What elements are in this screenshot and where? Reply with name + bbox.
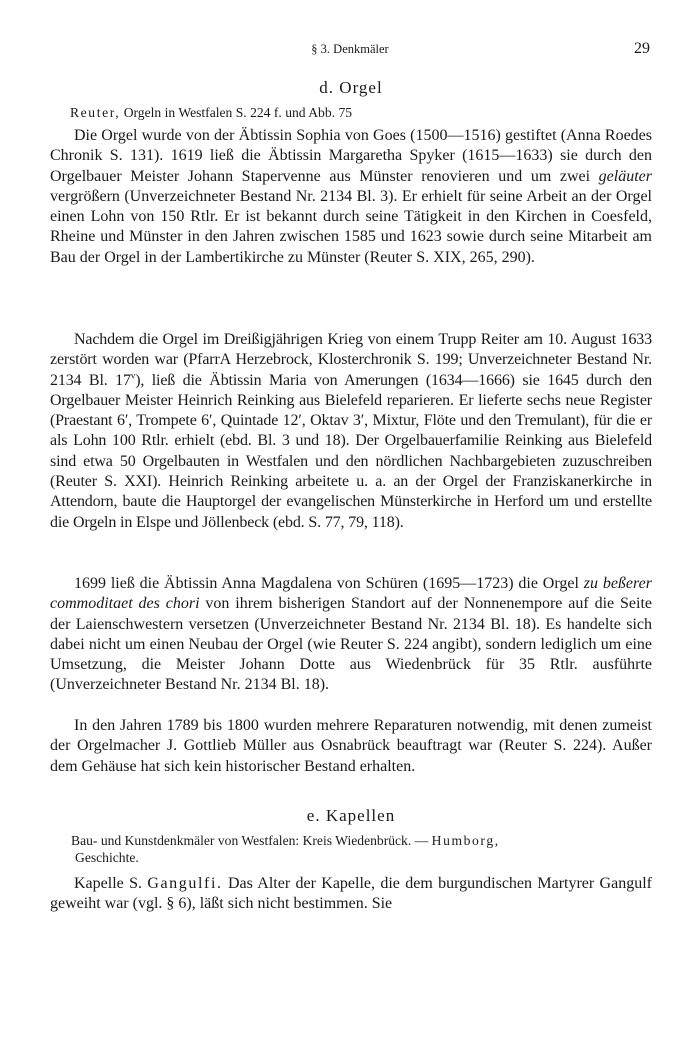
- quoted-term: geläuter: [598, 167, 652, 185]
- chapels-paragraph-1: [50, 874, 652, 915]
- text-run: In den Jahren 1789 bis 1800 wurden mehrere Reparaturen notwendig, mit denen zumeist der Orgelmacher J. Gottlieb Müller aus Osnabrück beauftragt war (Reuter S. 224). Außer dem Gehäuse hat sich kein historischer Bestand erhalten.: [50, 717, 652, 775]
- text-run: Die Orgel wurde von der Äbtissin Sophia von Goes (1500—1516) gestiftet (Anna Roedes Chronik S. 131). 1619 ließ die Äbtissin Margaretha Spyker (1615—1633) sie durch den Orgelbauer Meister Johann Stapervenne aus Münster renovieren und um zwei: [50, 127, 652, 185]
- organ-paragraph-3: [50, 574, 652, 696]
- literature-author: Reuter,: [70, 105, 121, 120]
- text-run: von ihrem bisherigen Standort auf der Nonnenempore auf die Seite der Laienschwestern versetzen (Unverzeichneter Bestand Nr. 2134 Bl. 18). Es handelte sich dabei nicht um einen Neubau der Orgel (wie Reuter S. 224 angibt), sondern lediglich um eine Umsetzung, die Meister Johann Dotte aus Wiedenbrück für 35 Rtlr. ausführte (Unverzeichneter Bestand Nr. 2134 Bl. 18).: [50, 595, 652, 694]
- organ-literature-note: [50, 104, 652, 121]
- text-run: ), ließ die Äbtissin Maria von Amerungen (1634—1666) sie 1645 durch den Orgelbauer Meister Heinrich Reinking aus Bielefeld reparieren. Er lieferte sechs neue Register (Praestant 6′, Trompete 6′, Quintade 12′, Oktav 3′, Mixtur, Flöte und den Tremulant), für die er als Lohn 100 Rtlr. erhielt (ebd. Bl. 3 und 18). Der Orgelbauerfamilie Reinking aus Bielefeld sind etwa 50 Orgelbauten in Westfalen und den nördlichen Nachbargebieten zuzuschreiben (Reuter S. XXI). Heinrich Reinking arbeitete u. a. an der Orgel der Franziskanerkirche in Attendorn, baute die Hauptorgel der evangelischen Münsterkirche in Herford um und erstellte die Orgeln in Elspe und Jöllenbeck (ebd. S. 77, 79, 118).: [50, 371, 653, 531]
- text-run: Das Alter der Kapelle, die dem burgundischen Martyrer Gangulf geweiht war (vgl. § 6), läßt sich nicht bestimmen. Sie: [50, 875, 652, 913]
- text-run: vergrößern (Unverzeichneter Bestand Nr. 2134 Bl. 3). Er erhielt für seine Arbeit an der Orgel einen Lohn von 150 Rtlr. Er ist bekannt durch seine Tätigkeit in den Kirchen in Coesfeld, Rheine und Münster in den Jahren zwischen 1585 und 1623 sowie durch seine Mitarbeit am Bau der Orgel in der Lambertikirche zu Münster (Reuter S. XIX, 265, 290).: [50, 187, 652, 266]
- organ-paragraph-1: [50, 126, 652, 268]
- organ-paragraph-4: [50, 716, 652, 777]
- section-heading-chapels: e. Kapellen: [306, 806, 396, 825]
- chapels-literature-note: [50, 832, 652, 866]
- superscript-verso: v: [130, 370, 136, 381]
- section-heading-organ: d. Orgel: [319, 78, 383, 97]
- literature-author: Humborg,: [431, 833, 500, 848]
- text-run: Nachdem die Orgel im Dreißigjährigen Krieg von einem Trupp Reiter am 10. August 1633 zerstört worden war (PfarrA Herzebrock, Klosterchronik S. 199; Unverzeichneter Bestand Nr. 2134 Bl. 17: [50, 331, 652, 389]
- quoted-term: zu beßerer commoditaet des chori: [50, 575, 652, 613]
- page-number: 29: [634, 40, 650, 57]
- text-run: Kapelle S.: [74, 875, 148, 892]
- literature-reference: Bau- und Kunstdenkmäler von Westfalen: Kreis Wiedenbrück. —: [71, 833, 432, 848]
- literature-reference: Geschichte.: [75, 850, 139, 865]
- text-run: 1699 ließ die Äbtissin Anna Magdalena von Schüren (1695—1723) die Orgel: [74, 575, 584, 592]
- literature-reference: Orgeln in Westfalen S. 224 f. und Abb. 75: [120, 105, 353, 120]
- chapel-name: Gangulfi.: [147, 875, 223, 892]
- running-head: [50, 40, 650, 60]
- organ-paragraph-2: [50, 330, 652, 533]
- running-title: § 3. Denkmäler: [311, 42, 389, 56]
